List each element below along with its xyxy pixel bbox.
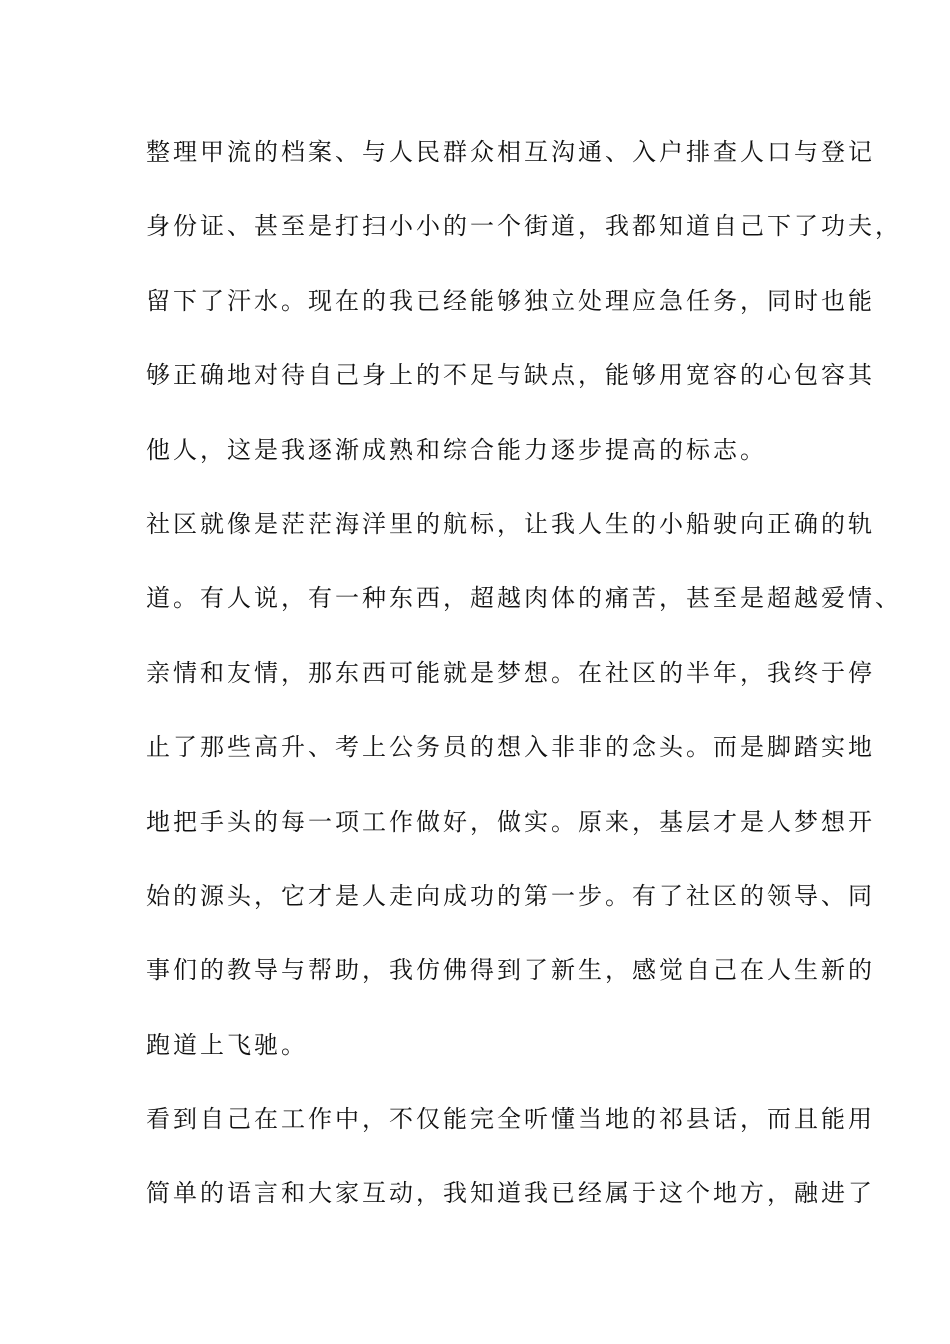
text-line: 留下了汗水。现在的我已经能够独立处理应急任务，同时也能	[146, 286, 875, 315]
text-line: 地把手头的每一项工作做好，做实。原来，基层才是人梦想开	[146, 807, 875, 836]
text-line: 简单的语言和大家互动，我知道我已经属于这个地方，融进了	[146, 1179, 875, 1208]
text-line: 始的源头，它才是人走向成功的第一步。有了社区的领导、同	[146, 881, 875, 910]
text-line: 跑道上飞驰。	[146, 1030, 308, 1059]
text-line: 身份证、甚至是打扫小小的一个街道，我都知道自己下了功夫，	[146, 212, 902, 241]
document-body	[146, 132, 902, 1248]
text-line: 止了那些高升、考上公务员的想入非非的念头。而是脚踏实地	[146, 733, 875, 762]
text-line: 整理甲流的档案、与人民群众相互沟通、入户排查人口与登记	[146, 138, 875, 166]
text-line: 事们的教导与帮助，我仿佛得到了新生，感觉自己在人生新的	[146, 956, 875, 985]
text-line: 亲情和友情，那东西可能就是梦想。在社区的半年，我终于停	[146, 658, 875, 687]
text-line: 够正确地对待自己身上的不足与缺点，能够用宽容的心包容其	[146, 361, 875, 390]
text-line: 看到自己在工作中，不仅能完全听懂当地的祁县话，而且能用	[146, 1105, 875, 1134]
text-line: 道。有人说，有一种东西，超越肉体的痛苦，甚至是超越爱情、	[146, 584, 902, 613]
text-line: 社区就像是茫茫海洋里的航标，让我人生的小船驶向正确的轨	[146, 509, 875, 538]
text-line: 他人，这是我逐渐成熟和综合能力逐步提高的标志。	[146, 435, 767, 464]
